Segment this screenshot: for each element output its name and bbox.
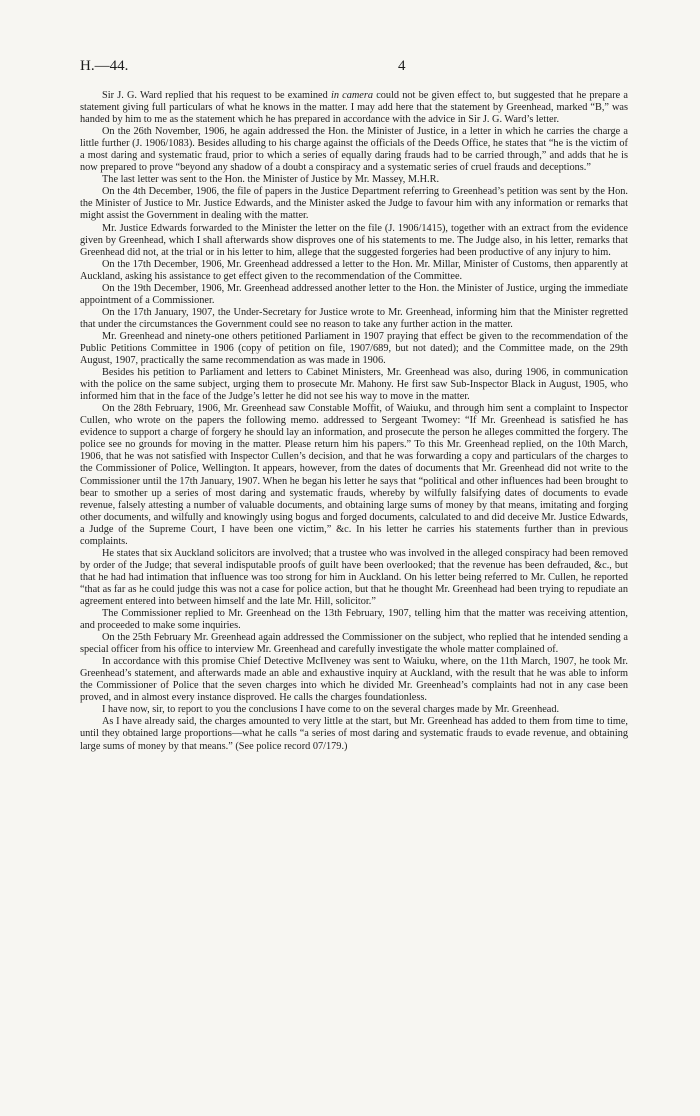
paragraph: Besides his petition to Parliament and letters to Cabinet Ministers, Mr. Greenhead was also, during 1906, in communication with the police on the same subject, urging them to prosecute Mr. Mahony. He first saw Sub-Inspector Black in August, 1905, who informed him that in the face of the Judge’s letter he did not see his way to move in the matter. bbox=[80, 367, 628, 403]
paragraph: On the 17th January, 1907, the Under-Secretary for Justice wrote to Mr. Greenhead, informing him that the Minister regretted that under the circumstances the Government could see no reason to take any further action in the matter. bbox=[80, 306, 628, 330]
paragraph: He states that six Auckland solicitors are involved; that a trustee who was involved in the alleged conspiracy had been removed by order of the Judge; that several indisputable proofs of guilt have been overlooked; that the revenue has been defrauded, &c., but that he had had intimation that influence was too strong for him in Auckland. On his letter being referred to Mr. Cullen, he reported “that as far as he could judge this was not a case for police action, but that he thought Mr. Greenhead had been trying to repudiate an agreement entered into between himself and the late Mr. Hill, solicitor.” bbox=[80, 547, 628, 607]
paragraph: Mr. Greenhead and ninety-one others petitioned Parliament in 1907 praying that effect be given to the recommendation of the Public Petitions Committee in 1906 (copy of petition on file, 1907/689, but not dated); and the Committee made, on the 29th August, 1907, practically the same recommendation as was made in 1906. bbox=[80, 330, 628, 367]
paragraph: On the 26th November, 1906, he again addressed the Hon. the Minister of Justice, in a letter in which he carries the charge a little further (J. 1906/1083). Besides alluding to his charge against the officials of the Deeds Office, he states that “he is the victim of a most daring and systematic fraud, prior to which a series of equally daring frauds had to be carried through,” and adds that he is now prepared to prove “beyond any shadow of a doubt a conspiracy and a systematic series of cruel frauds and deceptions.” bbox=[80, 126, 628, 174]
body-text bbox=[80, 90, 628, 753]
paragraph: On the 4th December, 1906, the file of papers in the Justice Department referring to Greenhead’s petition was sent by the Hon. the Minister of Justice to Mr. Justice Edwards, and the Minister asked the Judge to favour him with any information or remarks that might assist the Government in dealing with the matter. bbox=[80, 186, 628, 222]
italic-phrase: in camera bbox=[330, 90, 374, 101]
paragraph: In accordance with this promise Chief Detective McIlveney was sent to Waiuku, where, on the 11th March, 1907, he took Mr. Greenhead’s statement, and afterwards made an able and exhaustive inquiry at Auckland, with the result that he was able to inform the Commissioner of Police that the seven charges into which he divided Mr. Greenhead’s complaints had not in any case been proved, and in almost every instance disproved. He calls the charges foundationless. bbox=[80, 656, 628, 704]
paragraph: The Commissioner replied to Mr. Greenhead on the 13th February, 1907, telling him that the matter was receiving attention, and proceeded to make some inquiries. bbox=[80, 608, 628, 632]
paragraph: As I have already said, the charges amounted to very little at the start, but Mr. Greenhead has added to them from time to time, until they obtained large proportions—what he calls “a series of most daring and systematic frauds to evade revenue, and obtaining large sums of money by that means.” (See police record 07/179.) bbox=[80, 716, 628, 752]
paragraph: The last letter was sent to the Hon. the Minister of Justice by Mr. Massey, M.H.R. bbox=[102, 174, 440, 186]
paragraph: On the 19th December, 1906, Mr. Greenhead addressed another letter to the Hon. the Minister of Justice, urging the immediate appointment of a Commissioner. bbox=[80, 282, 628, 306]
paragraph: On the 25th February Mr. Greenhead again addressed the Commissioner on the subject, who replied that he intended sending a special officer from his office to interview Mr. Greenhead and carefully investigate the whole matter complained of. bbox=[80, 632, 628, 656]
paragraph: On the 28th February, 1906, Mr. Greenhead saw Constable Moffit, of Waiuku, and through him sent a complaint to Inspector Cullen, who wrote on the papers the following memo. addressed to Sergeant Twomey: “If Mr. Greenhead is satisfied he has evidence to support a charge of forgery he should lay an information, and prosecute the person he alleges committed the forgery. The police see no grounds for moving in the matter. Please return him his papers.” To this Mr. Greenhead replied, on the 10th March, 1906, that he was not satisfied with Inspector Cullen’s decision, and that he was forwarding a copy and particulars of the charges to the Commissioner of Police, Wellington. It appears, however, from the dates of documents that Mr. Greenhead did not write to the Commissioner until the 17th January, 1907. When he began his letter he says that “political and other influences had been brought to bear to smother up a series of most daring and systematic frauds, whereby by wilfully falsifying dates of documents to evade revenue, falsely attesting a number of valuable documents, and obtaining large sums of money by that means, imitating and forging other documents, and wilfully and knowingly using bogus and forged documents, calculated to and did deceive Mr. Justice Edwards, a Judge of the Supreme Court, I have been one victim,” &c. In his letter he carries his statements further than in previous complaints. bbox=[80, 403, 628, 547]
paragraph: On the 17th December, 1906, Mr. Greenhead addressed a letter to the Hon. Mr. Millar, Minister of Customs, then apparently at Auckland, asking his assistance to get effect given to the recommendation of the Committee. bbox=[80, 258, 628, 282]
document-reference: H.—44. bbox=[80, 58, 129, 74]
paragraph: Sir J. G. Ward replied that his request to be examined in camera could not be given effect to, but suggested that he prepare a statement giving full particulars of what he knows in the matter. I may add here that the statement by Greenhead, marked “B,” was handed by him to me as the statement which he has prepared in accordance with the advice in Sir J. G. Ward’s letter. bbox=[80, 90, 628, 126]
page-header bbox=[80, 58, 628, 80]
page-number: 4 bbox=[398, 58, 406, 74]
paragraph: I have now, sir, to report to you the conclusions I have come to on the several charges made by Mr. Greenhead. bbox=[102, 704, 560, 716]
paragraph: Mr. Justice Edwards forwarded to the Minister the letter on the file (J. 1906/1415), together with an extract from the evidence given by Greenhead, which I shall afterwards show disproves one of his statements to me. The Judge also, in his letter, remarks that Greenhead did not, at the trial or in his letter to him, allege that the suggested forgeries had been productive of any injury to him. bbox=[80, 222, 628, 258]
